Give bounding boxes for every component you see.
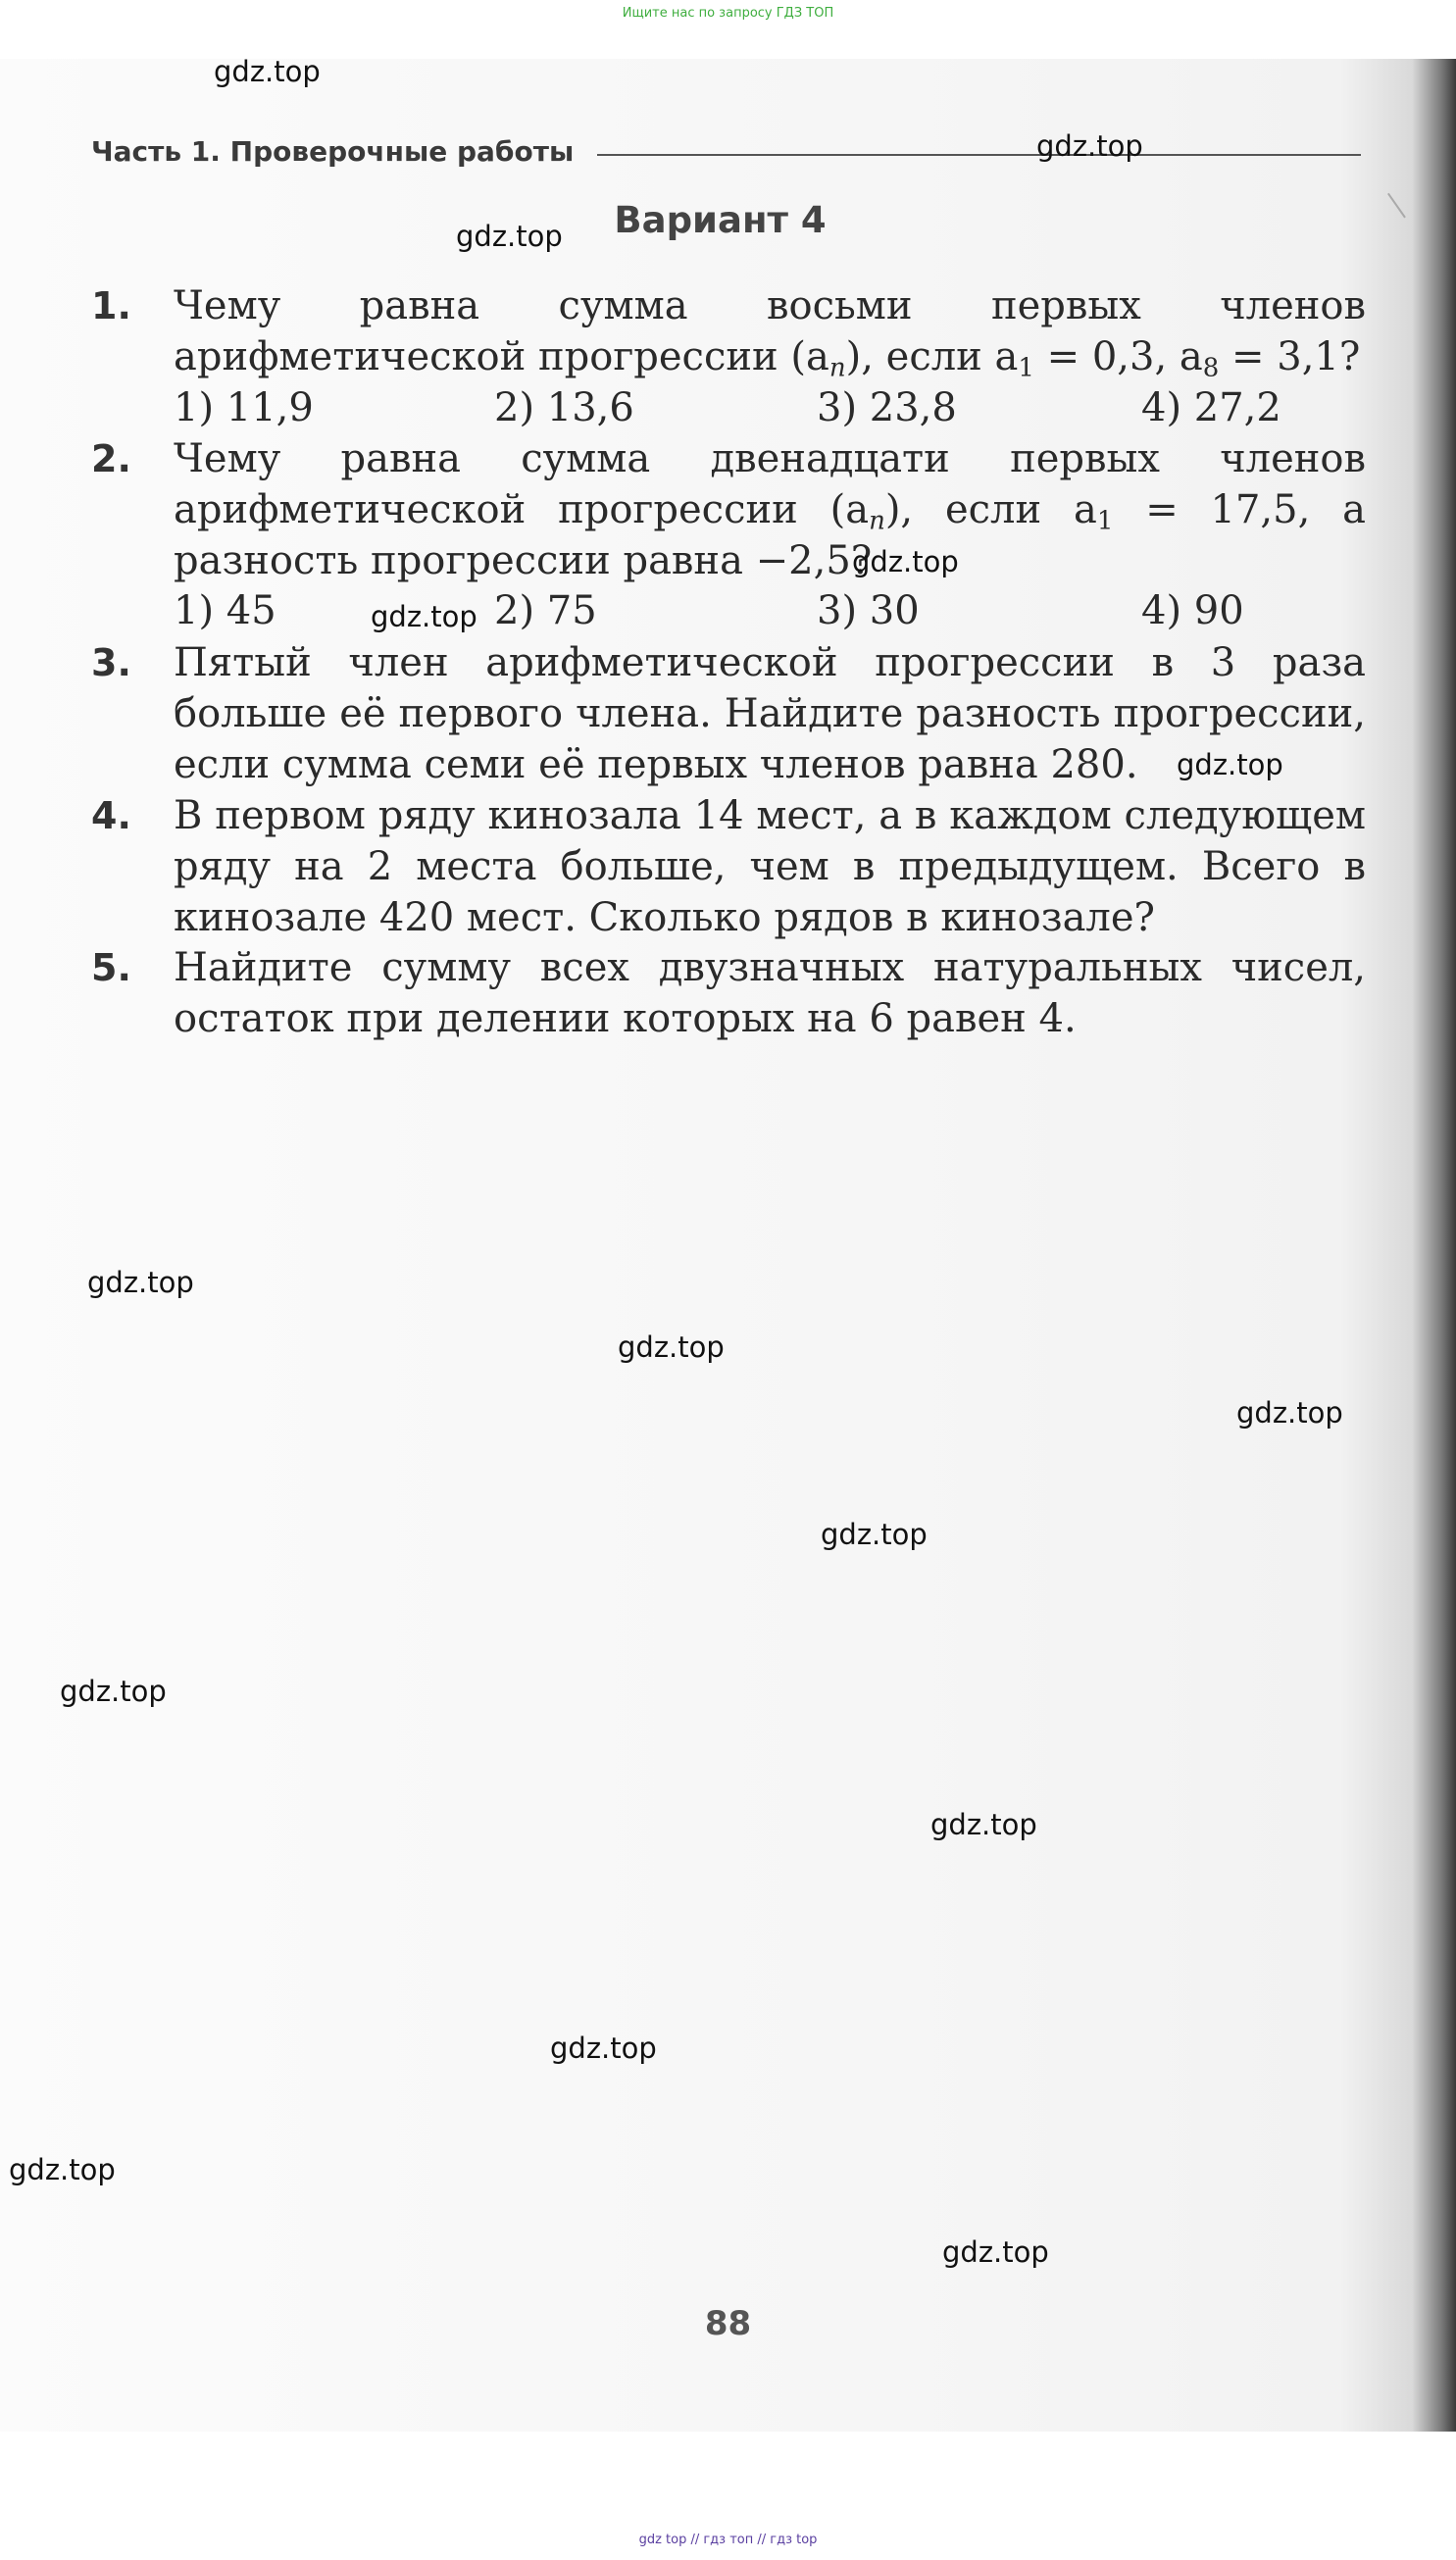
watermark: gdz.top [456,220,563,253]
watermark: gdz.top [1036,129,1143,163]
answer-option: 1) 45 [174,588,276,633]
watermark: gdz.top [87,1266,194,1299]
problem-4 [91,790,1366,943]
problem-text: В первом ряду кинозала 14 мест, а в каждом следующем ряду на 2 места больше, чем в предыдущем. Всего в кинозале 420 мест. Сколько рядов в кинозале? [174,793,1366,940]
header-rule [597,154,1361,156]
section-title: Часть 1. Проверочные работы [91,134,575,168]
answer-option: 4) 90 [1141,588,1244,633]
answer-option: 1) 11,9 [174,385,314,430]
problem-number: 2. [91,437,131,480]
problem-number: 4. [91,794,131,837]
problem-2-answers [174,585,1350,636]
watermark: gdz.top [9,2153,116,2186]
variant-title-text: Вариант 4 [614,199,827,241]
watermark: gdz.top [942,2235,1049,2269]
top-banner: Ищите нас по запросу ГДЗ ТОП [622,6,834,21]
problem-text: Найдите сумму всех двузначных натуральных чисел, остаток при делении которых на 6 равен 4. [174,945,1366,1041]
watermark: gdz.top [1236,1396,1343,1430]
problem-number: 3. [91,641,131,684]
watermark: gdz.top [550,2032,657,2065]
problem-2 [91,433,1366,586]
watermark: gdz.top [821,1518,928,1551]
watermark: gdz.top [618,1330,725,1364]
watermark: gdz.top [60,1675,167,1708]
problem-text: Чему равна сумма двенадцати первых членов арифметической прогрессии $(a_n)$, если $a_1 = 17,5$, а разность прогрессии равна −2,5? [174,436,1366,583]
answer-option: 4) 27,2 [1141,385,1281,430]
problem-number: 5. [91,946,131,989]
problem-text: Пятый член арифметической прогрессии в 3 раза больше её первого члена. Найдите разность прогрессии, если сумма семи её первых членов равна 280. [174,640,1366,787]
bottom-banner: gdz top // гдз топ // гдз top [638,2533,818,2547]
problem-1-answers [174,382,1350,433]
answer-option: 3) 30 [817,588,920,633]
answer-option: 2) 75 [494,588,597,633]
problem-3 [91,637,1366,790]
watermark: gdz.top [1177,748,1283,781]
answer-option: 3) 23,8 [817,385,957,430]
problem-1 [91,280,1366,382]
problem-number: 1. [91,284,131,327]
watermark: gdz.top [371,600,477,633]
watermark: gdz.top [214,55,321,88]
problem-5 [91,942,1366,1044]
section-header [91,131,1361,171]
page-number: 88 [704,2304,752,2343]
watermark: gdz.top [852,545,959,578]
variant-title [0,199,1456,241]
problem-text: Чему равна сумма восьми первых членов арифметической прогрессии $(a_n)$, если $a_1 = 0,3$, $a_8 = 3,1$? [174,283,1366,383]
watermark: gdz.top [930,1808,1037,1841]
answer-option: 2) 13,6 [494,385,634,430]
